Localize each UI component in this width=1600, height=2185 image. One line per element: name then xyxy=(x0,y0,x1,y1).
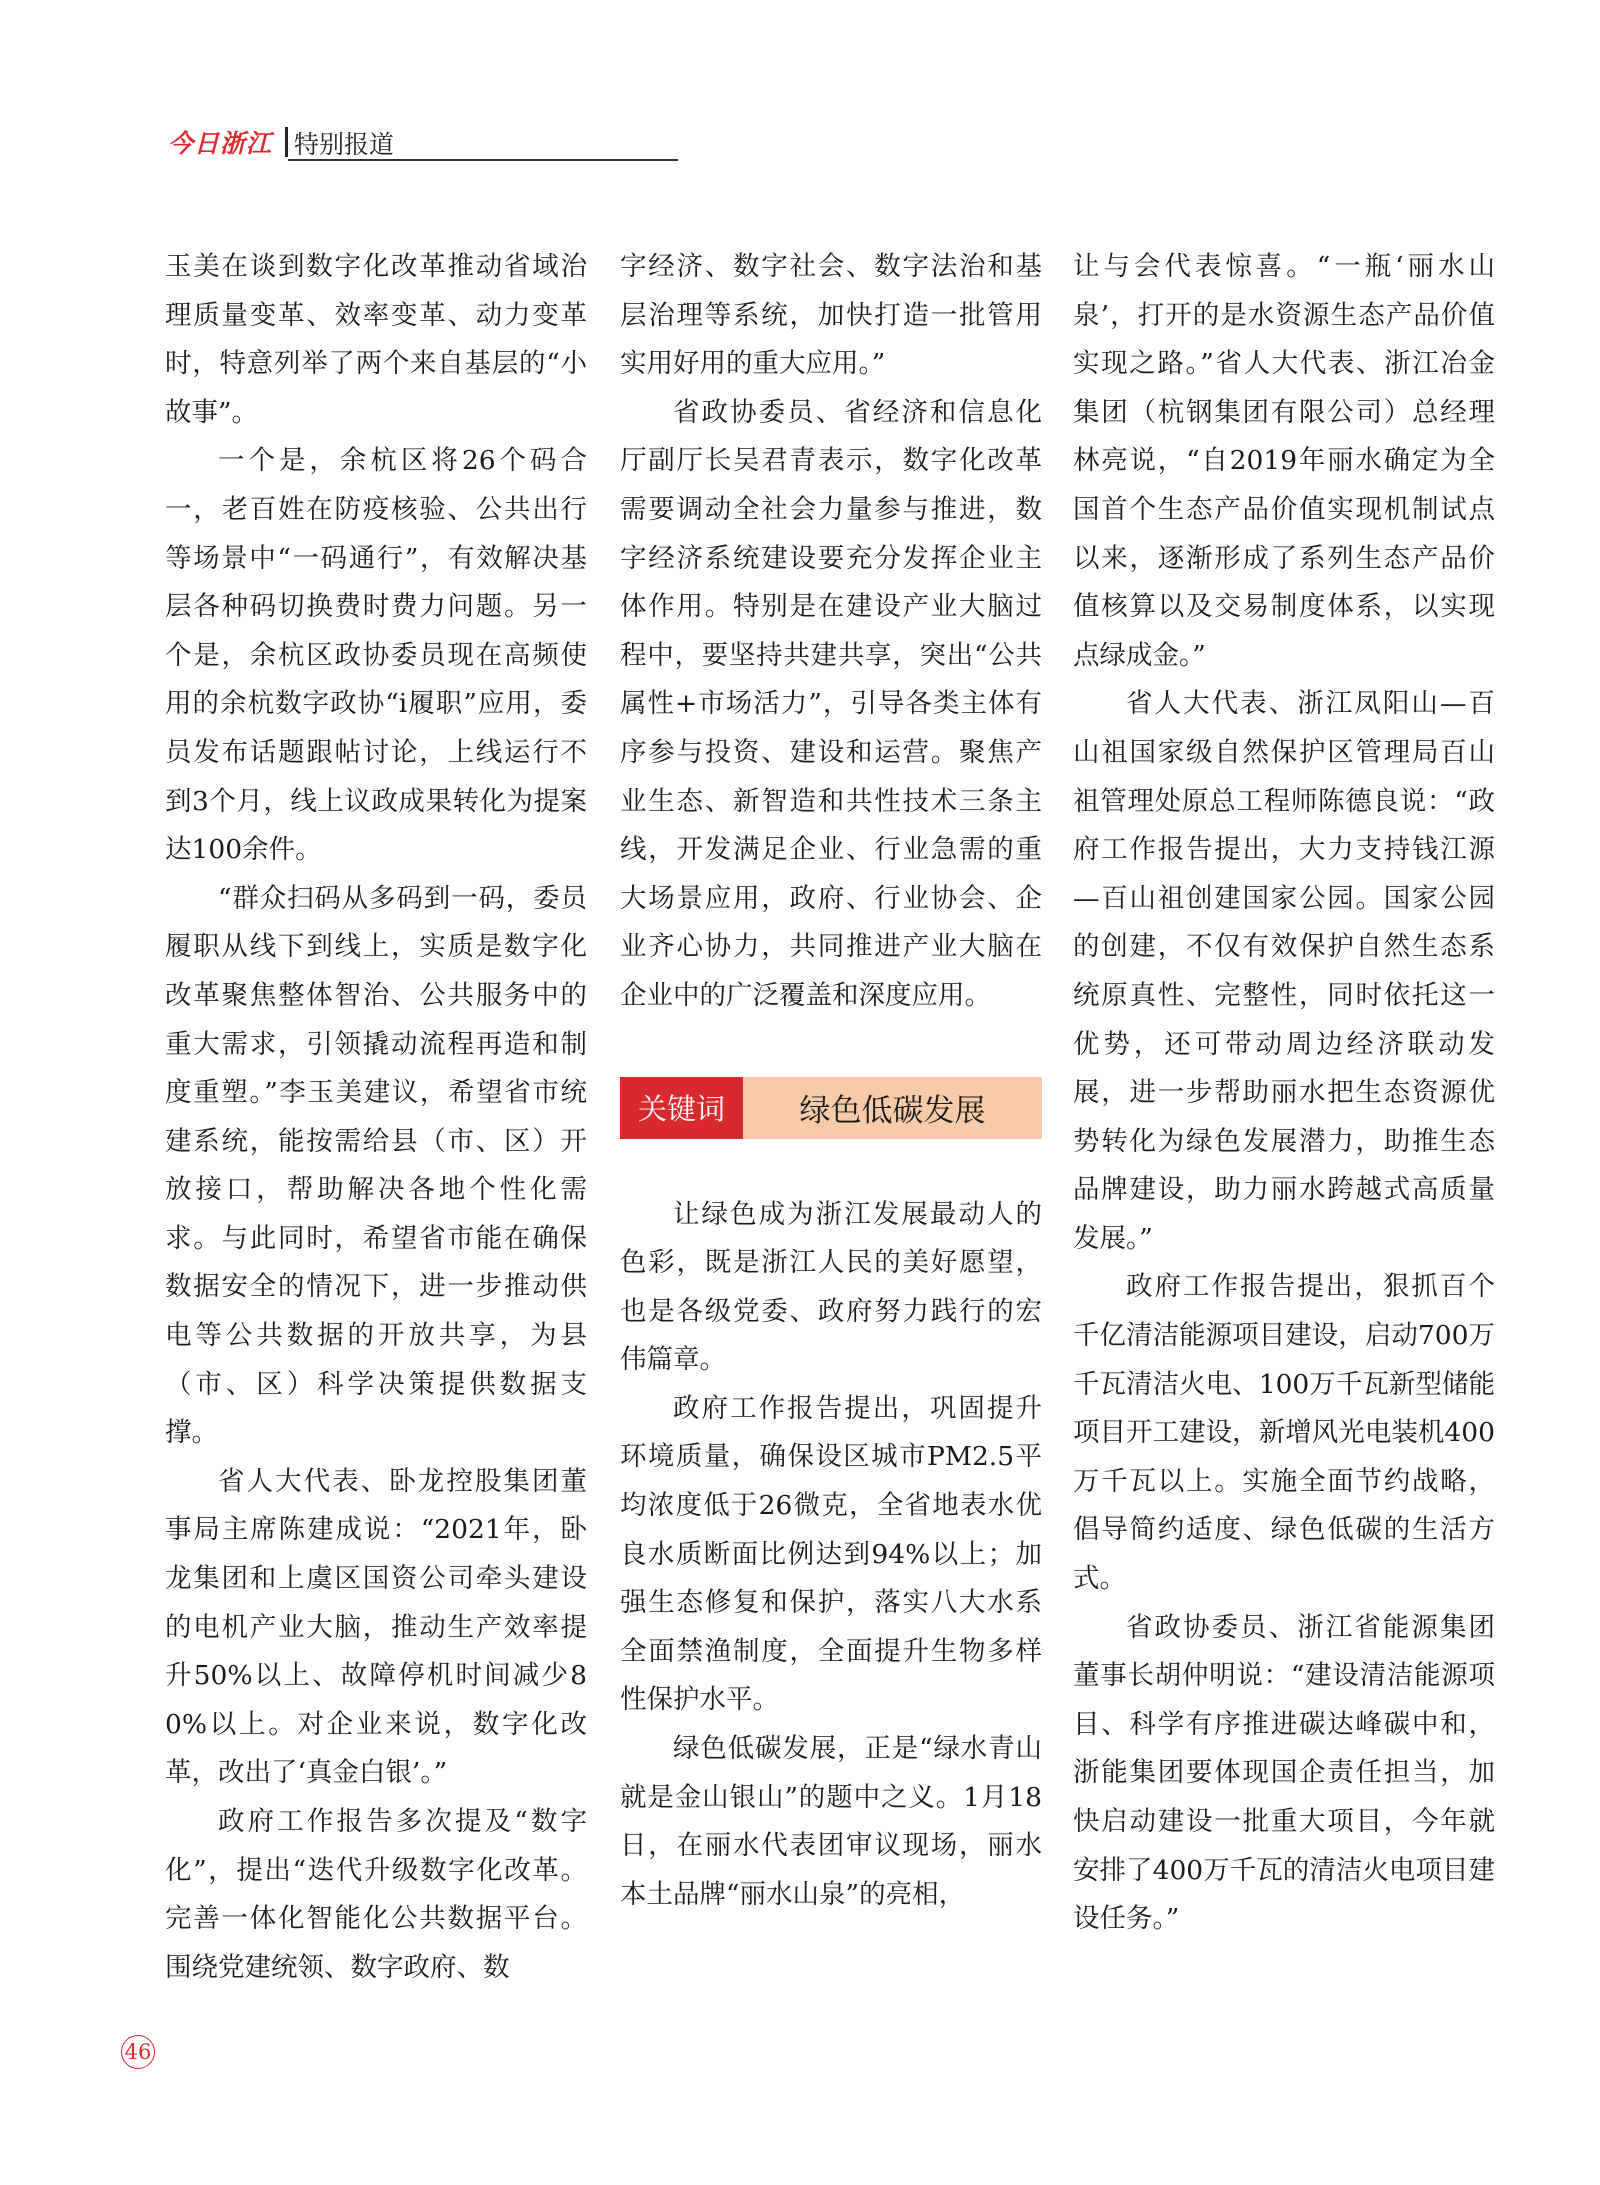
text-column-2 xyxy=(620,243,1042,1919)
keyword-topic: 绿色低碳发展 xyxy=(743,1077,1042,1139)
paragraph: 一个是，余杭区将26个码合一，老百姓在防疫核验、公共出行等场景中“一码通行”，有效解决基层各种码切换费时费力问题。另一个是，余杭区政协委员现在高频使用的余杭数字政协“i履职”应用，委员发布话题跟帖讨论，上线运行不到3个月，线上议政成果转化为提案达100余件。 xyxy=(165,445,587,866)
paragraph: 省人大代表、浙江凤阳山—百山祖国家级自然保护区管理局百山祖管理处原总工程师陈德良说：“政府工作报告提出，大力支持钱江源—百山祖创建国家公园。国家公园的创建，不仅有效保护自然生态系统原真性、完整性，同时依托这一优势，还可带动周边经济联动发展，进一步帮助丽水把生态资源优势转化为绿色发展潜力，助推生态品牌建设，助力丽水跨越式高质量发展。” xyxy=(1073,688,1495,1254)
header-divider xyxy=(285,127,288,157)
keyword-banner xyxy=(620,1077,1042,1139)
page-number: 46 xyxy=(121,2035,155,2069)
section-title: 特别报道 xyxy=(294,130,395,159)
paragraph: 玉美在谈到数字化改革推动省域治理质量变革、效率变革、动力变革时，特意列举了两个来自基层的“小故事”。 xyxy=(165,251,587,428)
paragraph: 政府工作报告提出，狠抓百个千亿清洁能源项目建设，启动700万千瓦清洁火电、100万千瓦新型储能项目开工建设，新增风光电装机400万千瓦以上。实施全面节约战略，倡导简约适度、绿色低碳的生活方式。 xyxy=(1073,1271,1495,1595)
magazine-logo: 今日浙江 xyxy=(168,129,273,158)
keyword-tag: 关键词 xyxy=(620,1077,743,1139)
paragraph: 省政协委员、浙江省能源集团董事长胡仲明说：“建设清洁能源项目、科学有序推进碳达峰碳中和，浙能集团要体现国企责任担当，加快启动建设一批重大项目，今年就安排了400万千瓦的清洁火电项目建设任务。” xyxy=(1073,1611,1495,1935)
paragraph: 让绿色成为浙江发展最动人的色彩，既是浙江人民的美好愿望，也是各级党委、政府努力践行的宏伟篇章。 xyxy=(620,1198,1042,1376)
paragraph: 省人大代表、卧龙控股集团董事局主席陈建成说：“2021年，卧龙集团和上虞区国资公司牵头建设的电机产业大脑，推动生产效率提升50%以上、故障停机时间减少80%以上。对企业来说，数字化改革，改出了‘真金白银’。” xyxy=(165,1465,587,1789)
paragraph: 字经济、数字社会、数字法治和基层治理等系统，加快打造一批管用实用好用的重大应用。” xyxy=(620,251,1042,380)
paragraph: 让与会代表惊喜。“一瓶‘丽水山泉’，打开的是水资源生态产品价值实现之路。”省人大代表、浙江冶金集团（杭钢集团有限公司）总经理林亮说，“自2019年丽水确定为全国首个生态产品价值实现机制试点以来，逐渐形成了系列生态产品价值核算以及交易制度体系，以实现点绿成金。” xyxy=(1073,251,1495,671)
header-rule xyxy=(288,159,678,161)
text-column-3 xyxy=(1073,243,1495,1944)
paragraph: 政府工作报告多次提及“数字化”，提出“迭代升级数字化改革。完善一体化智能化公共数据平台。围绕党建统领、数字政府、数 xyxy=(165,1806,587,1983)
paragraph: 政府工作报告提出，巩固提升环境质量，确保设区城市PM2.5平均浓度低于26微克，全省地表水优良水质断面比例达到94%以上；加强生态修复和保护，落实八大水系全面禁渔制度，全面提升生物多样性保护水平。 xyxy=(620,1392,1042,1716)
text-column-1 xyxy=(165,243,587,1992)
paragraph: “群众扫码从多码到一码，委员履职从线下到线上，实质是数字化改革聚焦整体智治、公共服务中的重大需求，引领撬动流程再造和制度重塑。”李玉美建议，希望省市统建系统，能按需给县（市、区）开放接口，帮助解决各地个性化需求。与此同时，希望省市能在确保数据安全的情况下，进一步推动供电等公共数据的开放共享，为县（市、区）科学决策提供数据支撑。 xyxy=(165,882,587,1449)
paragraph: 省政协委员、省经济和信息化厅副厅长吴君青表示，数字化改革需要调动全社会力量参与推进，数字经济系统建设要充分发挥企业主体作用。特别是在建设产业大脑过程中，要坚持共建共享，突出“公共属性+市场活力”，引导各类主体有序参与投资、建设和运营。聚焦产业生态、新智造和共性技术三条主线，开发满足企业、行业急需的重大场景应用，政府、行业协会、企业齐心协力，共同推进产业大脑在企业中的广泛覆盖和深度应用。 xyxy=(620,396,1042,1011)
paragraph: 绿色低碳发展，正是“绿水青山就是金山银山”的题中之义。1月18日，在丽水代表团审议现场，丽水本土品牌“丽水山泉”的亮相， xyxy=(620,1733,1042,1910)
